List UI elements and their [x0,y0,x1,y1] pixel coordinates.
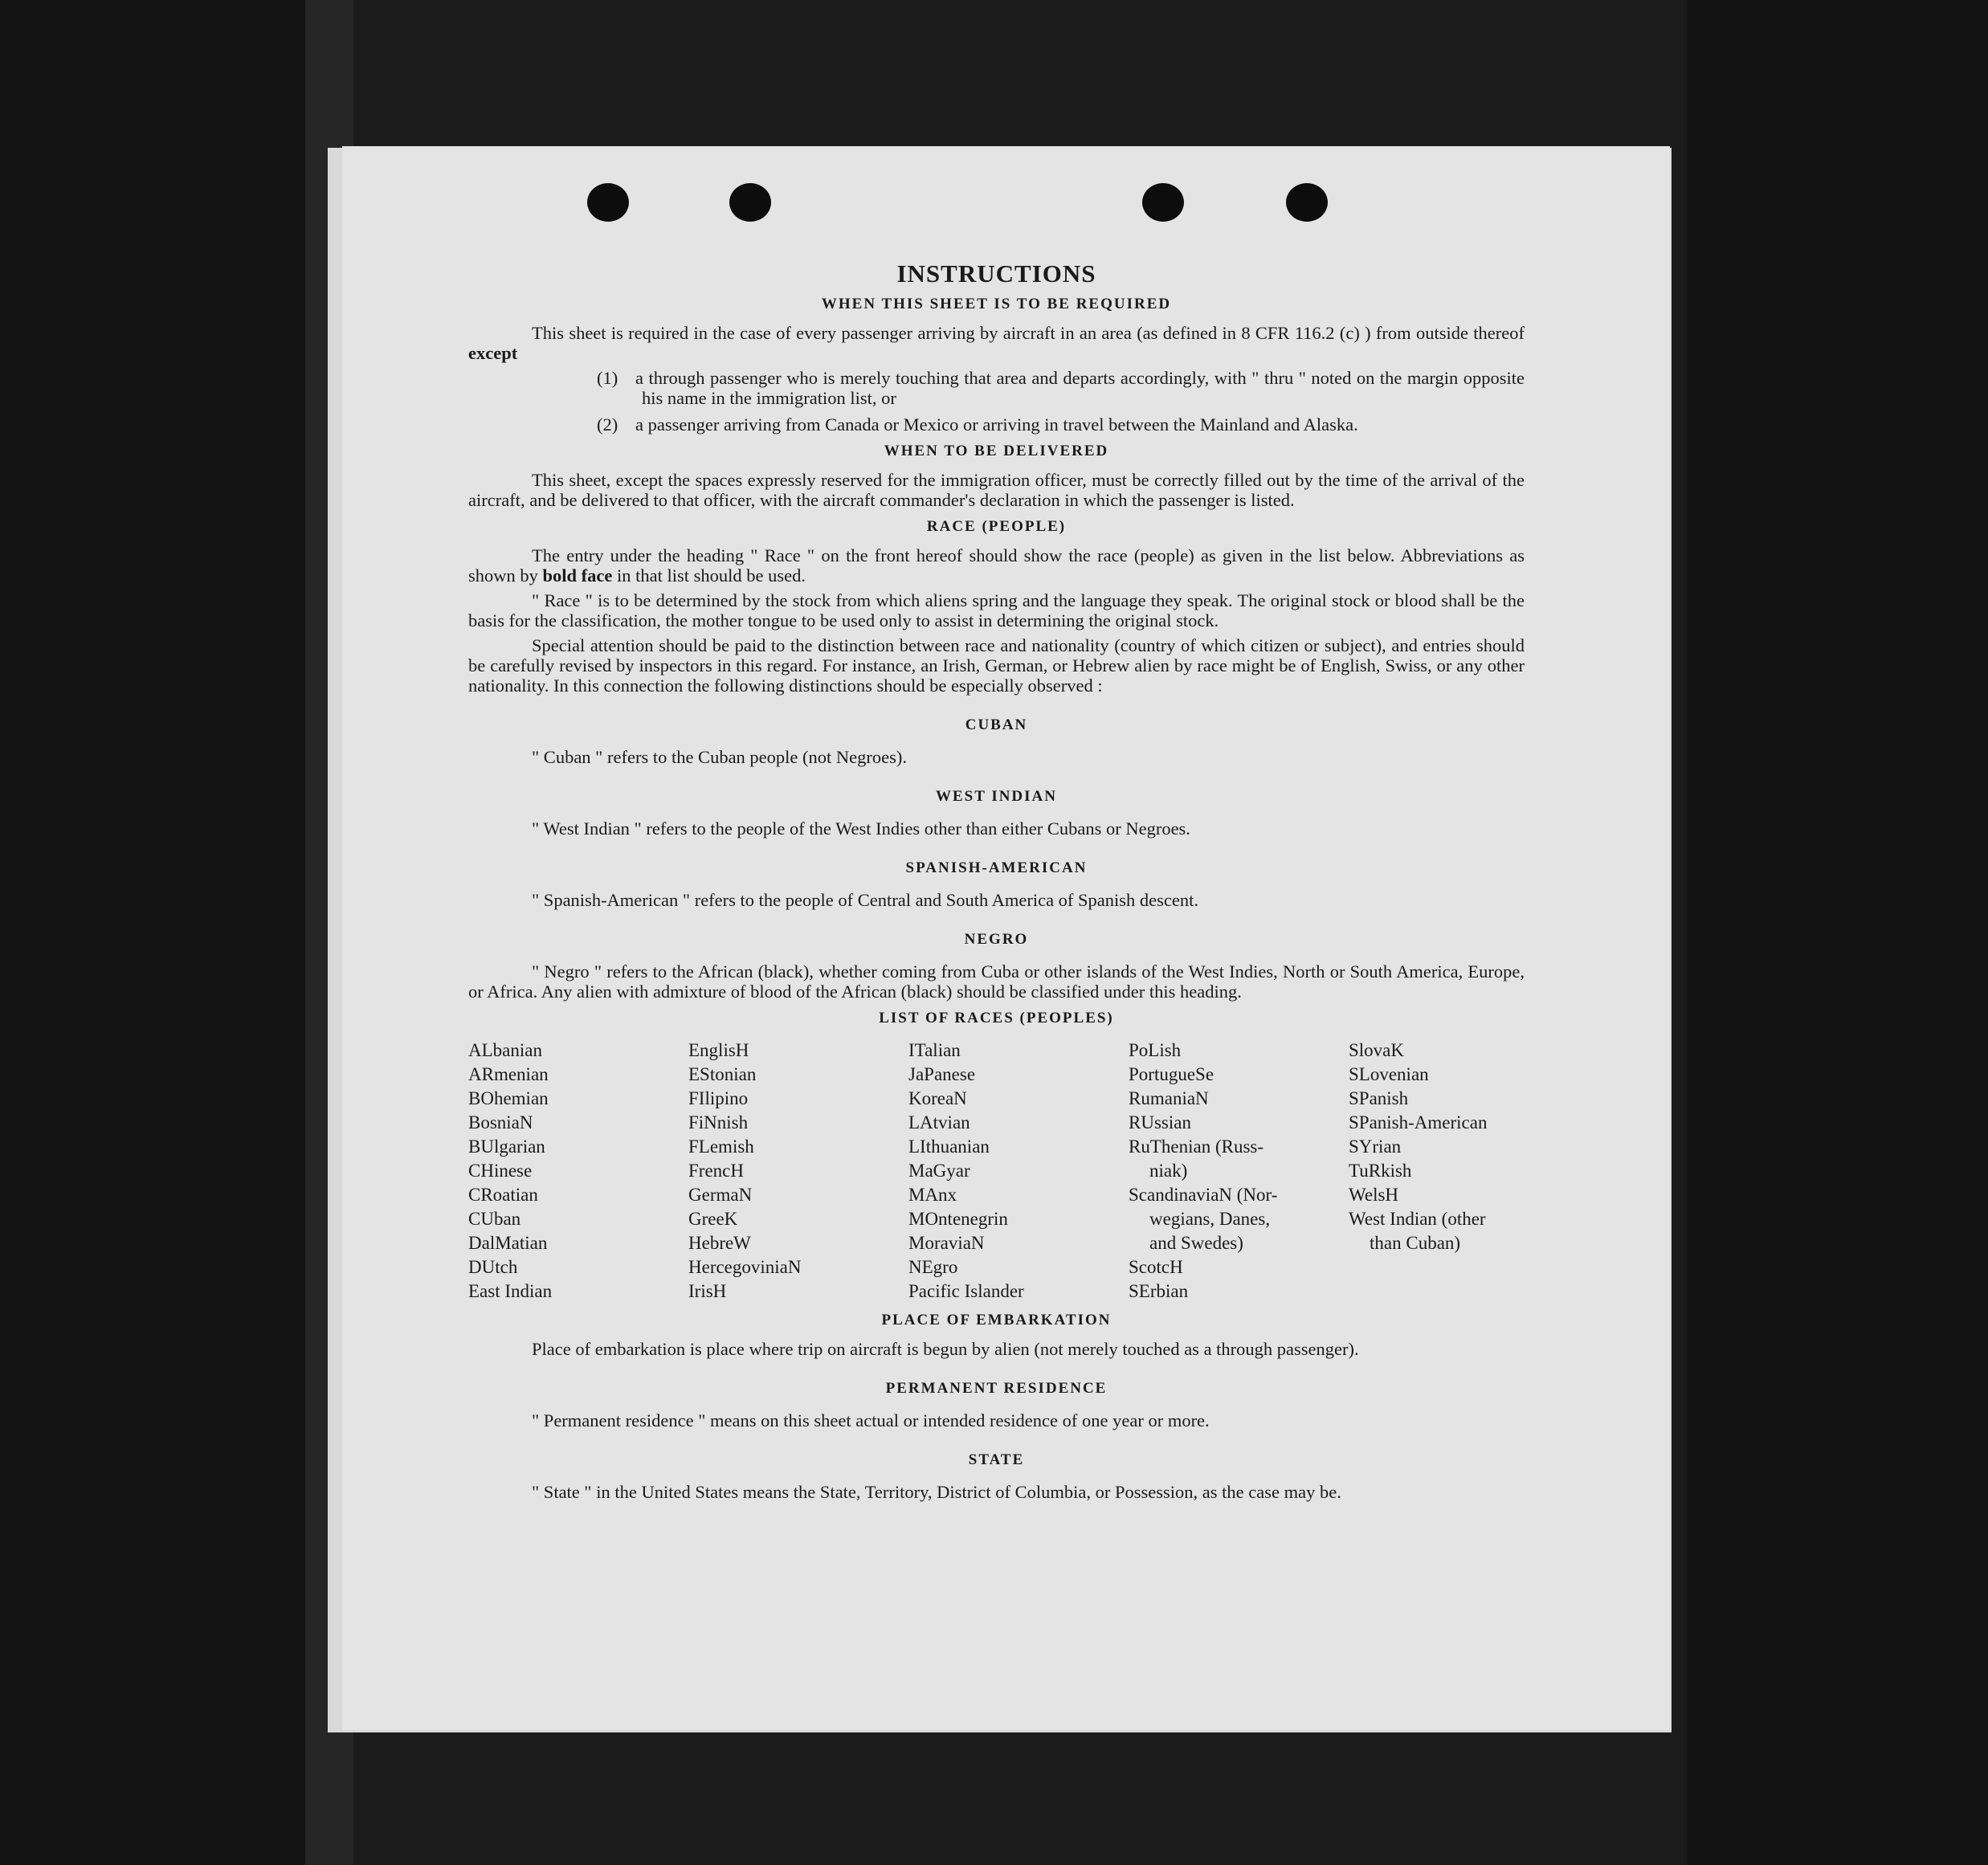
race-entry: LAtvian [908,1112,970,1132]
race-entry: SYrian [1349,1137,1402,1157]
race-entry: MaGyar [908,1161,970,1181]
race-entry: RumaniaN [1129,1088,1209,1108]
race-entry: ScandinaviaN (Nor- [1129,1185,1278,1205]
race-entry: FiNnish [688,1112,749,1132]
race-entry: RUssian [1129,1112,1191,1132]
document-page [342,146,1670,1730]
background-dark-right [1687,0,1988,1865]
section-heading-negro: NEGRO [964,931,1029,948]
section-heading-embarkation: PLACE OF EMBARKATION [881,1312,1112,1328]
race-entry-continued: than Cuban) [1370,1233,1461,1253]
residence-text: " Permanent residence " means on this sheet actual or intended residence of one year or more. [532,1410,1210,1430]
west-indian-text: " West Indian " refers to the people of the West Indies other than either Cubans or Negroes. [532,818,1190,839]
race-entry: KoreaN [908,1088,967,1108]
section-heading-delivered: WHEN TO BE DELIVERED [884,443,1109,459]
section-heading-required: WHEN THIS SHEET IS TO BE REQUIRED [821,296,1172,312]
races-column-5 [1349,1039,1569,1304]
races-column-2 [688,1039,908,1304]
race-entry: FLemish [688,1137,754,1157]
punch-hole [587,183,629,222]
race-paragraph-3: Special attention should be paid to the distinction between race and nationality (country of which citizen or subject), and entries should be carefully revised by inspectors in this regard. For instance, an Irish, German, or Hebrew alien by race might be of English, Swiss, or any other nationality. In this connection the following distinctions should be especially observed : [468,635,1525,696]
race-entry: West Indian (other [1349,1209,1486,1229]
section-heading-spanish-american: SPANISH-AMERICAN [905,859,1088,876]
race-entry: ALbanian [468,1040,542,1060]
race-entry-continued: niak) [1149,1161,1188,1181]
section-heading-races-list: LIST OF RACES (PEOPLES) [879,1010,1114,1026]
race-entry: HebreW [688,1233,751,1253]
race-entry: LIthuanian [908,1137,990,1157]
race-entry: MAnx [908,1185,957,1205]
race-entry: HercegoviniaN [688,1257,802,1277]
races-column-1 [468,1039,688,1304]
race-entry: WelsH [1349,1185,1399,1205]
race-entry: EnglisH [688,1040,749,1060]
spanish-american-text: " Spanish-American " refers to the people of Central and South America of Spanish descent. [532,890,1199,910]
race-entry: SlovaK [1349,1040,1404,1060]
race-entry: DalMatian [468,1233,548,1253]
race-entry: CUban [468,1209,521,1229]
section-heading-race: RACE (PEOPLE) [926,518,1067,535]
race-entry: SErbian [1129,1281,1189,1301]
negro-text: " Negro " refers to the African (black), whether coming from Cuba or other islands of the West Indies, North or South America, Europe, or Africa. Any alien with admixture of blood of the African (black) should be classified under this heading. [468,961,1525,1002]
races-column-4 [1129,1039,1349,1304]
race-entry: RuThenian (Russ- [1129,1137,1264,1157]
race-entry: SPanish [1349,1088,1409,1108]
document-title: INSTRUCTIONS [896,259,1096,288]
required-exception-2: (2) a passenger arriving from Canada or Mexico or arriving in travel between the Mainland and Alaska. [597,414,1358,435]
required-exception-1: (1) a through passenger who is merely touching that area and departs accordingly, with " thru " noted on the margin opposite his name in the immigration list, or [597,368,1525,408]
embarkation-text: Place of embarkation is place where trip on aircraft is begun by alien (not merely touched as a through passenger). [532,1339,1359,1359]
section-heading-state: STATE [968,1451,1025,1468]
race-entry: SPanish-American [1349,1112,1488,1132]
race-entry: East Indian [468,1281,553,1301]
races-column-3 [908,1039,1129,1304]
cuban-text: " Cuban " refers to the Cuban people (not Negroes). [532,747,907,767]
punch-hole [1142,183,1184,222]
race-entry: FrencH [688,1161,744,1181]
race-entry: IrisH [688,1281,727,1301]
race-entry: JaPanese [908,1064,976,1084]
punch-hole [1286,183,1328,222]
race-entry: ScotcH [1129,1257,1183,1277]
race-entry: SLovenian [1349,1064,1429,1084]
races-list [468,1039,1525,1304]
race-paragraph-1: The entry under the heading " Race " on the front hereof should show the race (people) as given in the list below. Abbreviations as shown by bold face in that list should be used. [468,545,1525,586]
race-entry: BosniaN [468,1112,533,1132]
race-entry: CRoatian [468,1185,538,1205]
race-entry: BOhemian [468,1088,549,1108]
race-entry: CHinese [468,1161,533,1181]
state-text: " State " in the United States means the State, Territory, District of Columbia, or Possession, as the case may be. [532,1482,1341,1502]
race-entry: Pacific Islander [908,1281,1024,1301]
race-entry: GreeK [688,1209,738,1229]
race-entry: ARmenian [468,1064,549,1084]
delivered-text: This sheet, except the spaces expressly reserved for the immigration officer, must be correctly filled out by the time of the arrival of the aircraft, and be delivered to that officer, with the aircraft commander's declaration in which the passenger is listed. [468,470,1525,510]
required-intro: This sheet is required in the case of every passenger arriving by aircraft in an area (as defined in 8 CFR 116.2 (c) ) from outside thereof except [468,323,1525,363]
race-entry-continued: and Swedes) [1149,1233,1243,1253]
race-entry: ITalian [908,1040,961,1060]
race-entry: FIlipino [688,1088,749,1108]
section-heading-cuban: CUBAN [965,716,1028,733]
race-entry: DUtch [468,1257,518,1277]
race-entry: EStonian [688,1064,757,1084]
background-dark-left [0,0,337,1865]
race-entry: PortugueSe [1129,1064,1214,1084]
race-entry: MOntenegrin [908,1209,1008,1229]
race-entry: GermaN [688,1185,753,1205]
race-entry: NEgro [908,1257,958,1277]
race-entry: PoLish [1129,1040,1182,1060]
race-entry: BUlgarian [468,1137,545,1157]
section-heading-residence: PERMANENT RESIDENCE [885,1380,1108,1397]
race-entry: MoraviaN [908,1233,985,1253]
section-heading-west-indian: WEST INDIAN [936,788,1057,805]
punch-hole [729,183,771,222]
race-entry-continued: wegians, Danes, [1149,1209,1271,1229]
race-entry: TuRkish [1349,1161,1412,1181]
race-paragraph-2: " Race " is to be determined by the stock from which aliens spring and the language they speak. The original stock or blood shall be the basis for the classification, the mother tongue to be used only to assist in determining the original stock. [468,590,1525,631]
document-body [468,260,1525,1507]
